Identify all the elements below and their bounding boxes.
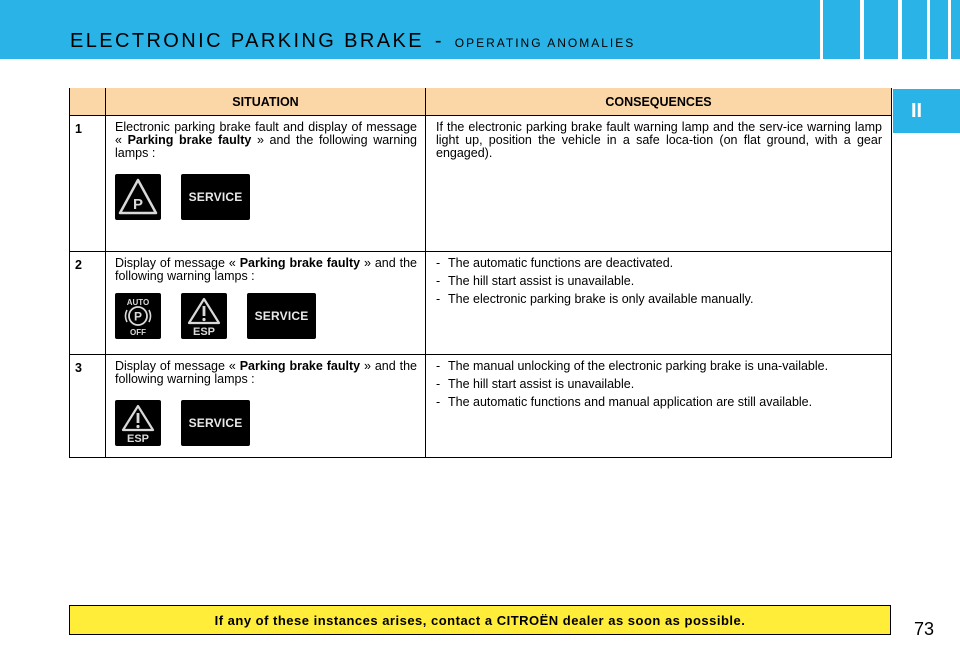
header-stripes — [820, 0, 960, 59]
list-item: - The manual unlocking of the electronic parking brake is una-vailable. — [436, 360, 882, 373]
dealer-notice: If any of these instances arises, contact a CITROËN dealer as soon as possible. — [69, 605, 891, 635]
service-warning-icon: SERVICE — [181, 400, 250, 446]
svg-text:P: P — [132, 196, 144, 213]
svg-text:AUTO: AUTO — [126, 298, 150, 307]
row-number: 2 — [70, 252, 106, 355]
situation-text: Display of message « Parking brake faulty » and the following warning lamps : — [115, 256, 417, 283]
situation-text: Display of message « Parking brake faulty » and the following warning lamps : — [115, 359, 417, 386]
row-number: 1 — [70, 116, 106, 252]
warning-lamps — [115, 293, 417, 339]
situation-cell — [106, 116, 426, 252]
auto-off-parking-icon — [115, 293, 161, 339]
table-row — [70, 355, 892, 458]
page-number: 73 — [914, 619, 935, 639]
situation-cell — [106, 252, 426, 355]
consequences-cell — [426, 355, 892, 458]
service-warning-icon: SERVICE — [181, 174, 250, 220]
esp-warning-icon — [181, 293, 227, 339]
list-item: - The automatic functions and manual application are still available. — [436, 396, 882, 409]
consequence-list — [436, 257, 882, 306]
esp-warning-icon — [115, 400, 161, 446]
page-header — [0, 0, 960, 59]
row-number: 3 — [70, 355, 106, 458]
warning-lamps — [115, 400, 417, 446]
table-row — [70, 116, 892, 252]
anomalies-table — [69, 88, 892, 458]
situation-cell — [106, 355, 426, 458]
consequence-text: If the electronic parking brake fault warning lamp and the serv-ice warning lamp light up, position the vehicle in a safe loca-tion (on flat ground, with a gear engaged). — [436, 120, 882, 160]
table-header-row — [70, 88, 892, 116]
service-warning-icon: SERVICE — [247, 293, 316, 339]
title-separator: - — [434, 30, 444, 52]
column-header-situation: SITUATION — [106, 88, 426, 116]
header-corner — [70, 88, 106, 116]
title-subtitle: OPERATING ANOMALIES — [454, 36, 636, 50]
list-item: - The hill start assist is unavailable. — [436, 378, 882, 391]
svg-text:ESP: ESP — [192, 326, 216, 337]
list-item: - The hill start assist is unavailable. — [436, 275, 882, 288]
warning-lamps — [115, 174, 417, 220]
svg-text:OFF: OFF — [130, 328, 146, 337]
consequences-cell — [426, 116, 892, 252]
consequence-list — [436, 360, 882, 409]
title-main: ELECTRONIC PARKING BRAKE — [70, 30, 424, 52]
list-item: - The electronic parking brake is only available manually. — [436, 293, 882, 306]
consequences-cell — [426, 252, 892, 355]
table-row — [70, 252, 892, 355]
svg-text:ESP: ESP — [126, 433, 150, 444]
section-tab: II — [893, 89, 960, 133]
svg-text:P: P — [133, 309, 143, 324]
list-item: - The automatic functions are deactivated. — [436, 257, 882, 270]
parking-brake-warning-icon — [115, 174, 161, 220]
page-title — [70, 30, 635, 53]
situation-text: Electronic parking brake fault and display of message « Parking brake faulty » and the following warning lamps : — [115, 120, 417, 160]
column-header-consequences: CONSEQUENCES — [426, 88, 892, 116]
